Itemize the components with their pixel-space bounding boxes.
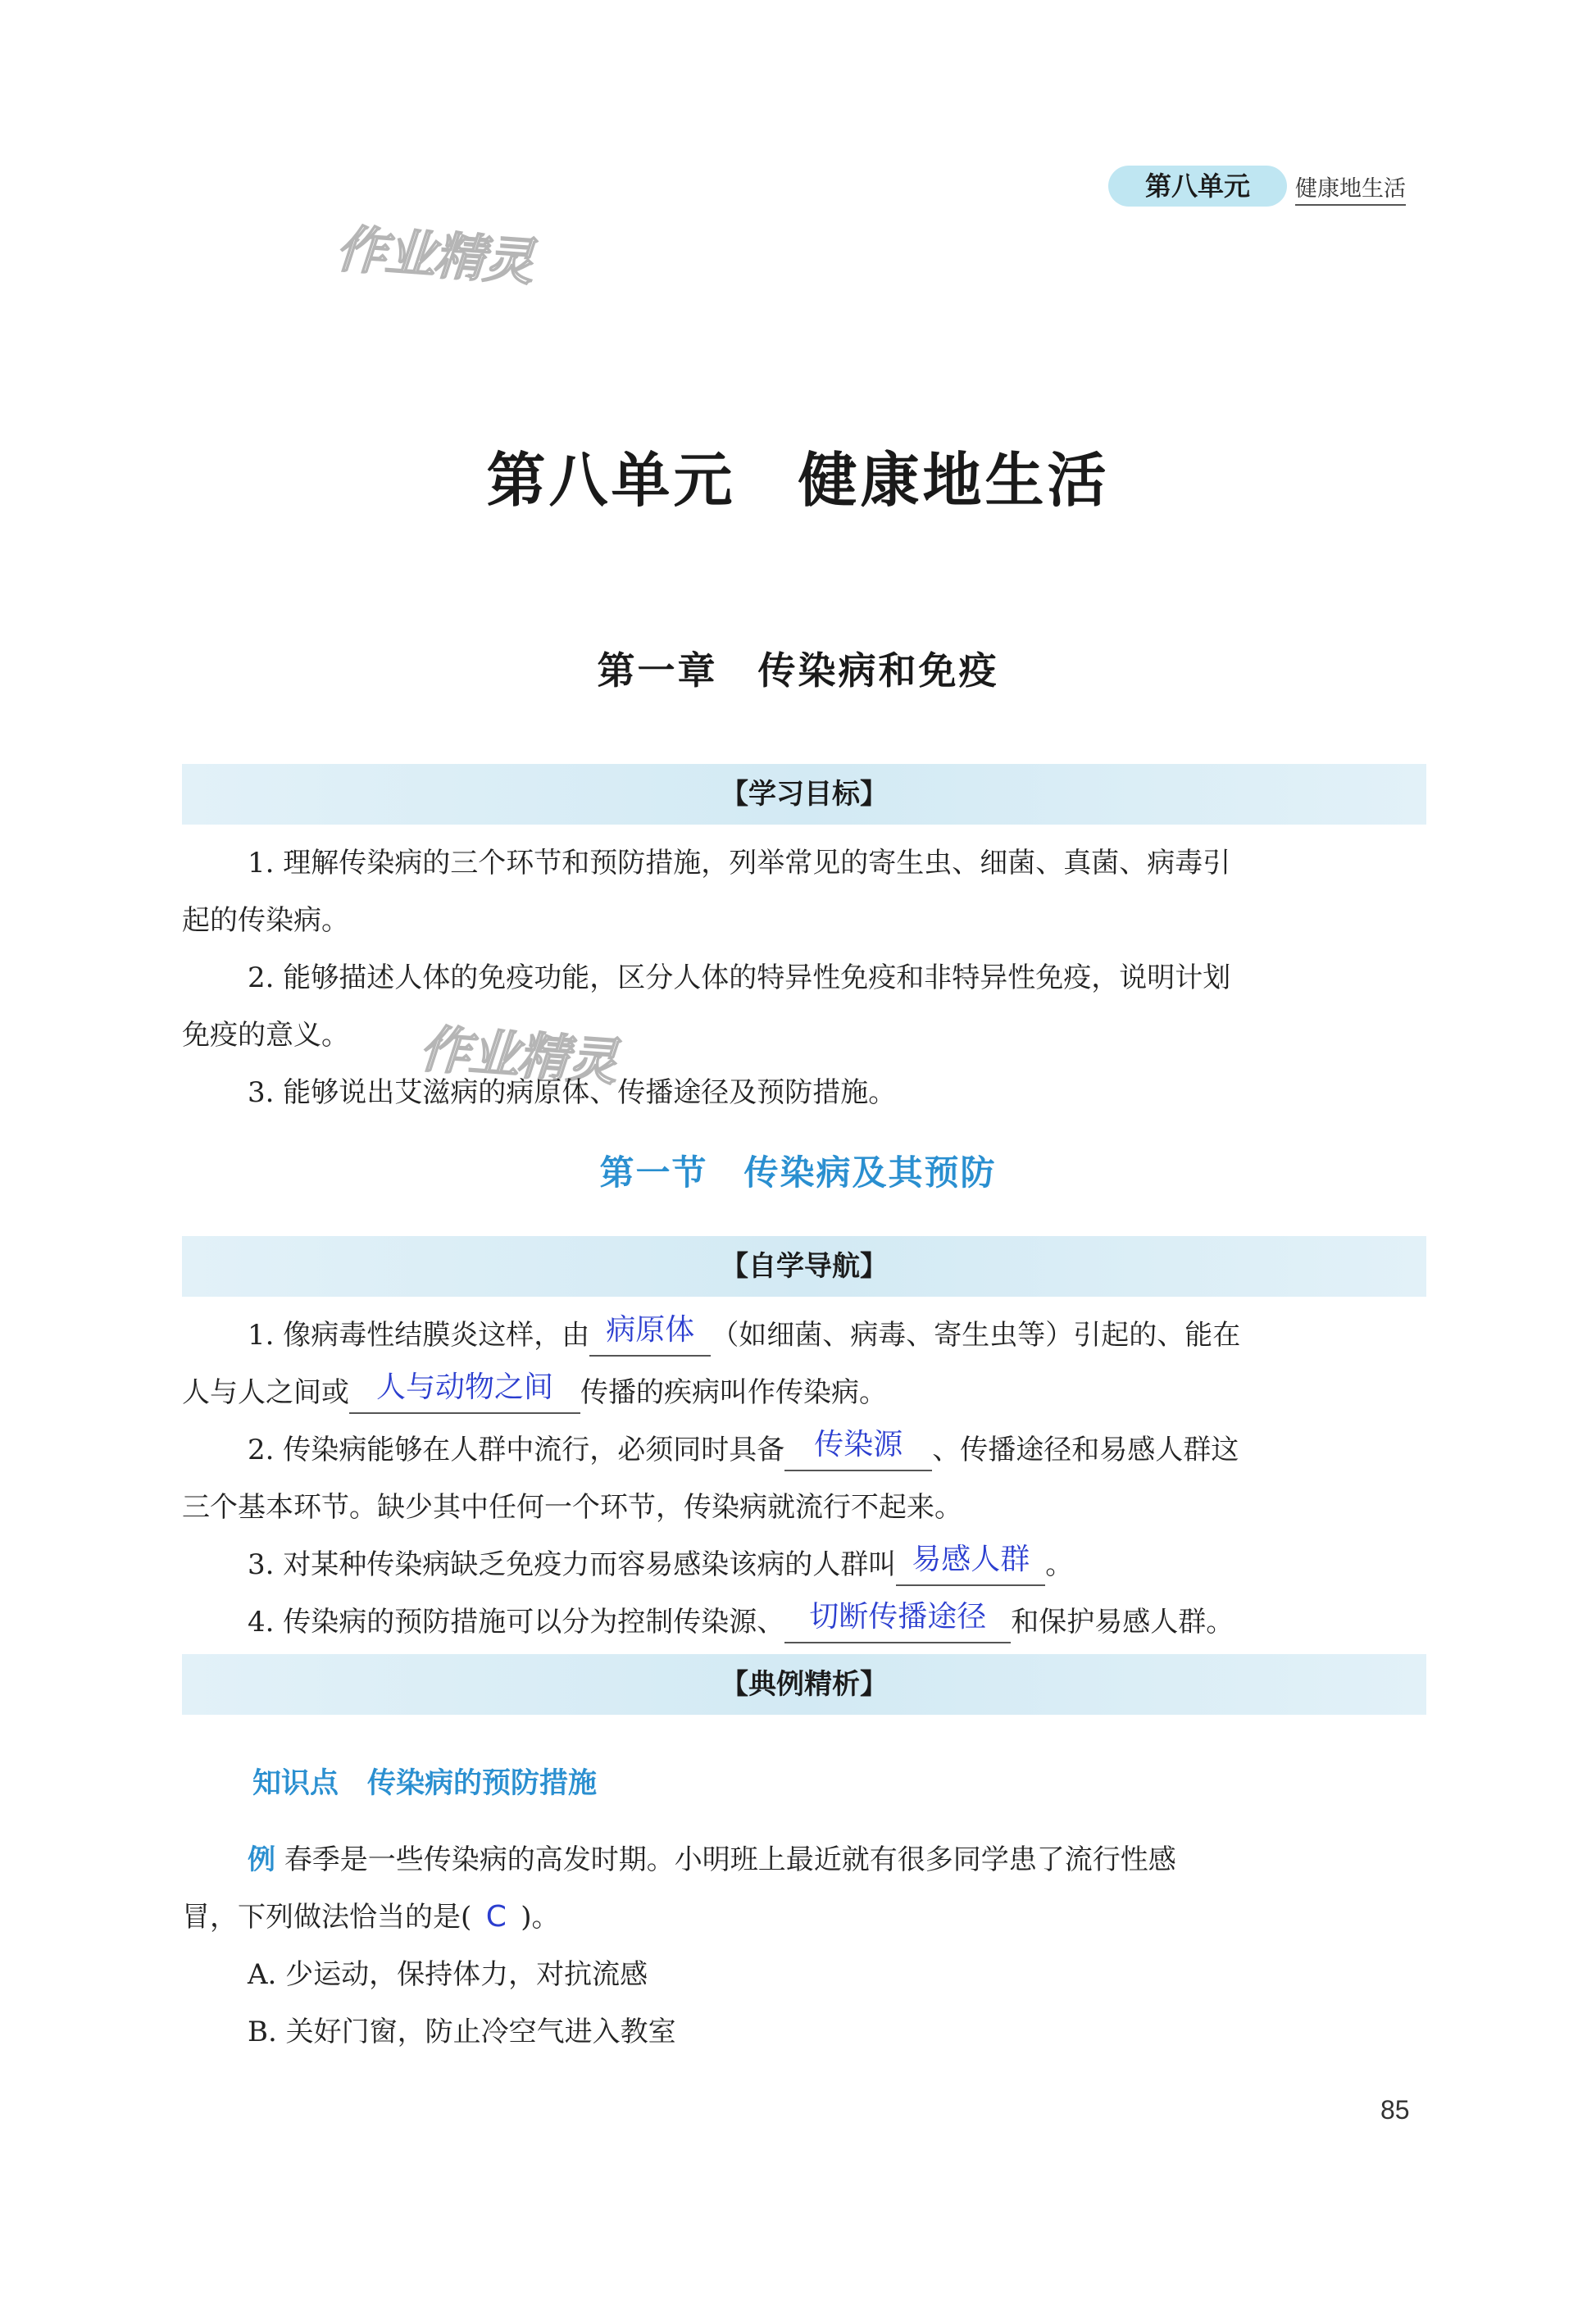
page-number: 85 [1380, 2095, 1410, 2125]
watermark: 作业精灵 [334, 218, 534, 293]
question-text: 人与人之间或 [182, 1376, 349, 1409]
unit-subtitle: 健康地生活 [1295, 170, 1406, 206]
question-text: 1. 像病毒性结膜炎这样，由 [248, 1319, 590, 1352]
answer-blank [349, 1370, 580, 1414]
objective-item: 3. 能够说出艾滋病的病原体、传播途径及预防措施。 [248, 1076, 897, 1109]
chapter-title: 第一章 传染病和免疫 [597, 648, 999, 693]
self-study-heading: 【自学导航】 [182, 1236, 1426, 1297]
unit-title: 第八单元 健康地生活 [486, 446, 1110, 515]
handwritten-answer: C [485, 1900, 507, 1934]
question-3 [182, 1536, 1430, 1593]
question-text: 3. 对某种传染病缺乏免疫力而容易感染该病的人群叫 [248, 1548, 897, 1581]
answer-blank [896, 1543, 1045, 1586]
unit-badge: 第八单元 [1108, 166, 1287, 207]
example-line-2 [182, 1889, 1430, 1946]
example-text: )。 [521, 1901, 560, 1934]
example-line-1 [182, 1831, 1430, 1889]
question-4 [182, 1593, 1430, 1651]
example-text: 冒，下列做法恰当的是( [182, 1901, 472, 1934]
objective-item: 免疫的意义。 [182, 1019, 349, 1052]
objective-item: 起的传染病。 [182, 904, 349, 937]
objectives-heading: 【学习目标】 [182, 764, 1426, 825]
option-a: A. 少运动，保持体力，对抗流感 [248, 1958, 648, 1991]
answer-blank [784, 1428, 932, 1471]
example-label: 例 [248, 1843, 275, 1876]
answer-blank [784, 1600, 1011, 1643]
question-text: 2. 传染病能够在人群中流行，必须同时具备 [248, 1434, 785, 1466]
question-text: 4. 传染病的预防措施可以分为控制传染源、 [248, 1606, 785, 1639]
watermark: 作业精灵 [417, 1018, 618, 1093]
handwritten-answer: 传染源 [814, 1428, 903, 1461]
question-text: 。 [1045, 1548, 1074, 1581]
question-text: 和保护易感人群。 [1011, 1606, 1235, 1639]
question-1-line-1 [182, 1307, 1430, 1364]
handwritten-answer: 人与动物之间 [375, 1370, 553, 1404]
option-b: B. 关好门窗，防止冷空气进入教室 [248, 2016, 676, 2048]
section-title: 第一节 传染病及其预防 [599, 1152, 997, 1193]
objective-item: 1. 理解传染病的三个环节和预防措施，列举常见的寄生虫、细菌、真菌、病毒引 [248, 847, 1231, 880]
handwritten-answer: 切断传播途径 [809, 1600, 987, 1634]
answer-blank [589, 1313, 711, 1357]
example-text: 春季是一些传染病的高发时期。小明班上最近就有很多同学患了流行性感 [284, 1843, 1176, 1876]
examples-heading: 【典例精析】 [182, 1654, 1426, 1715]
knowledge-point-title: 知识点 传染病的预防措施 [252, 1767, 598, 1800]
question-2-line-1 [182, 1421, 1430, 1479]
handwritten-answer: 病原体 [606, 1313, 695, 1347]
question-text: 传播的疾病叫作传染病。 [580, 1376, 887, 1409]
question-text: （如细菌、病毒、寄生虫等）引起的、能在 [711, 1319, 1241, 1352]
question-1-line-2 [182, 1364, 1430, 1421]
question-2-line-2: 三个基本环节。缺少其中任何一个环节，传染病就流行不起来。 [182, 1491, 962, 1524]
handwritten-answer: 易感人群 [912, 1543, 1030, 1576]
objective-item: 2. 能够描述人体的免疫功能，区分人体的特异性免疫和非特异性免疫，说明计划 [248, 961, 1231, 994]
question-text: 、传播途径和易感人群这 [932, 1434, 1239, 1466]
